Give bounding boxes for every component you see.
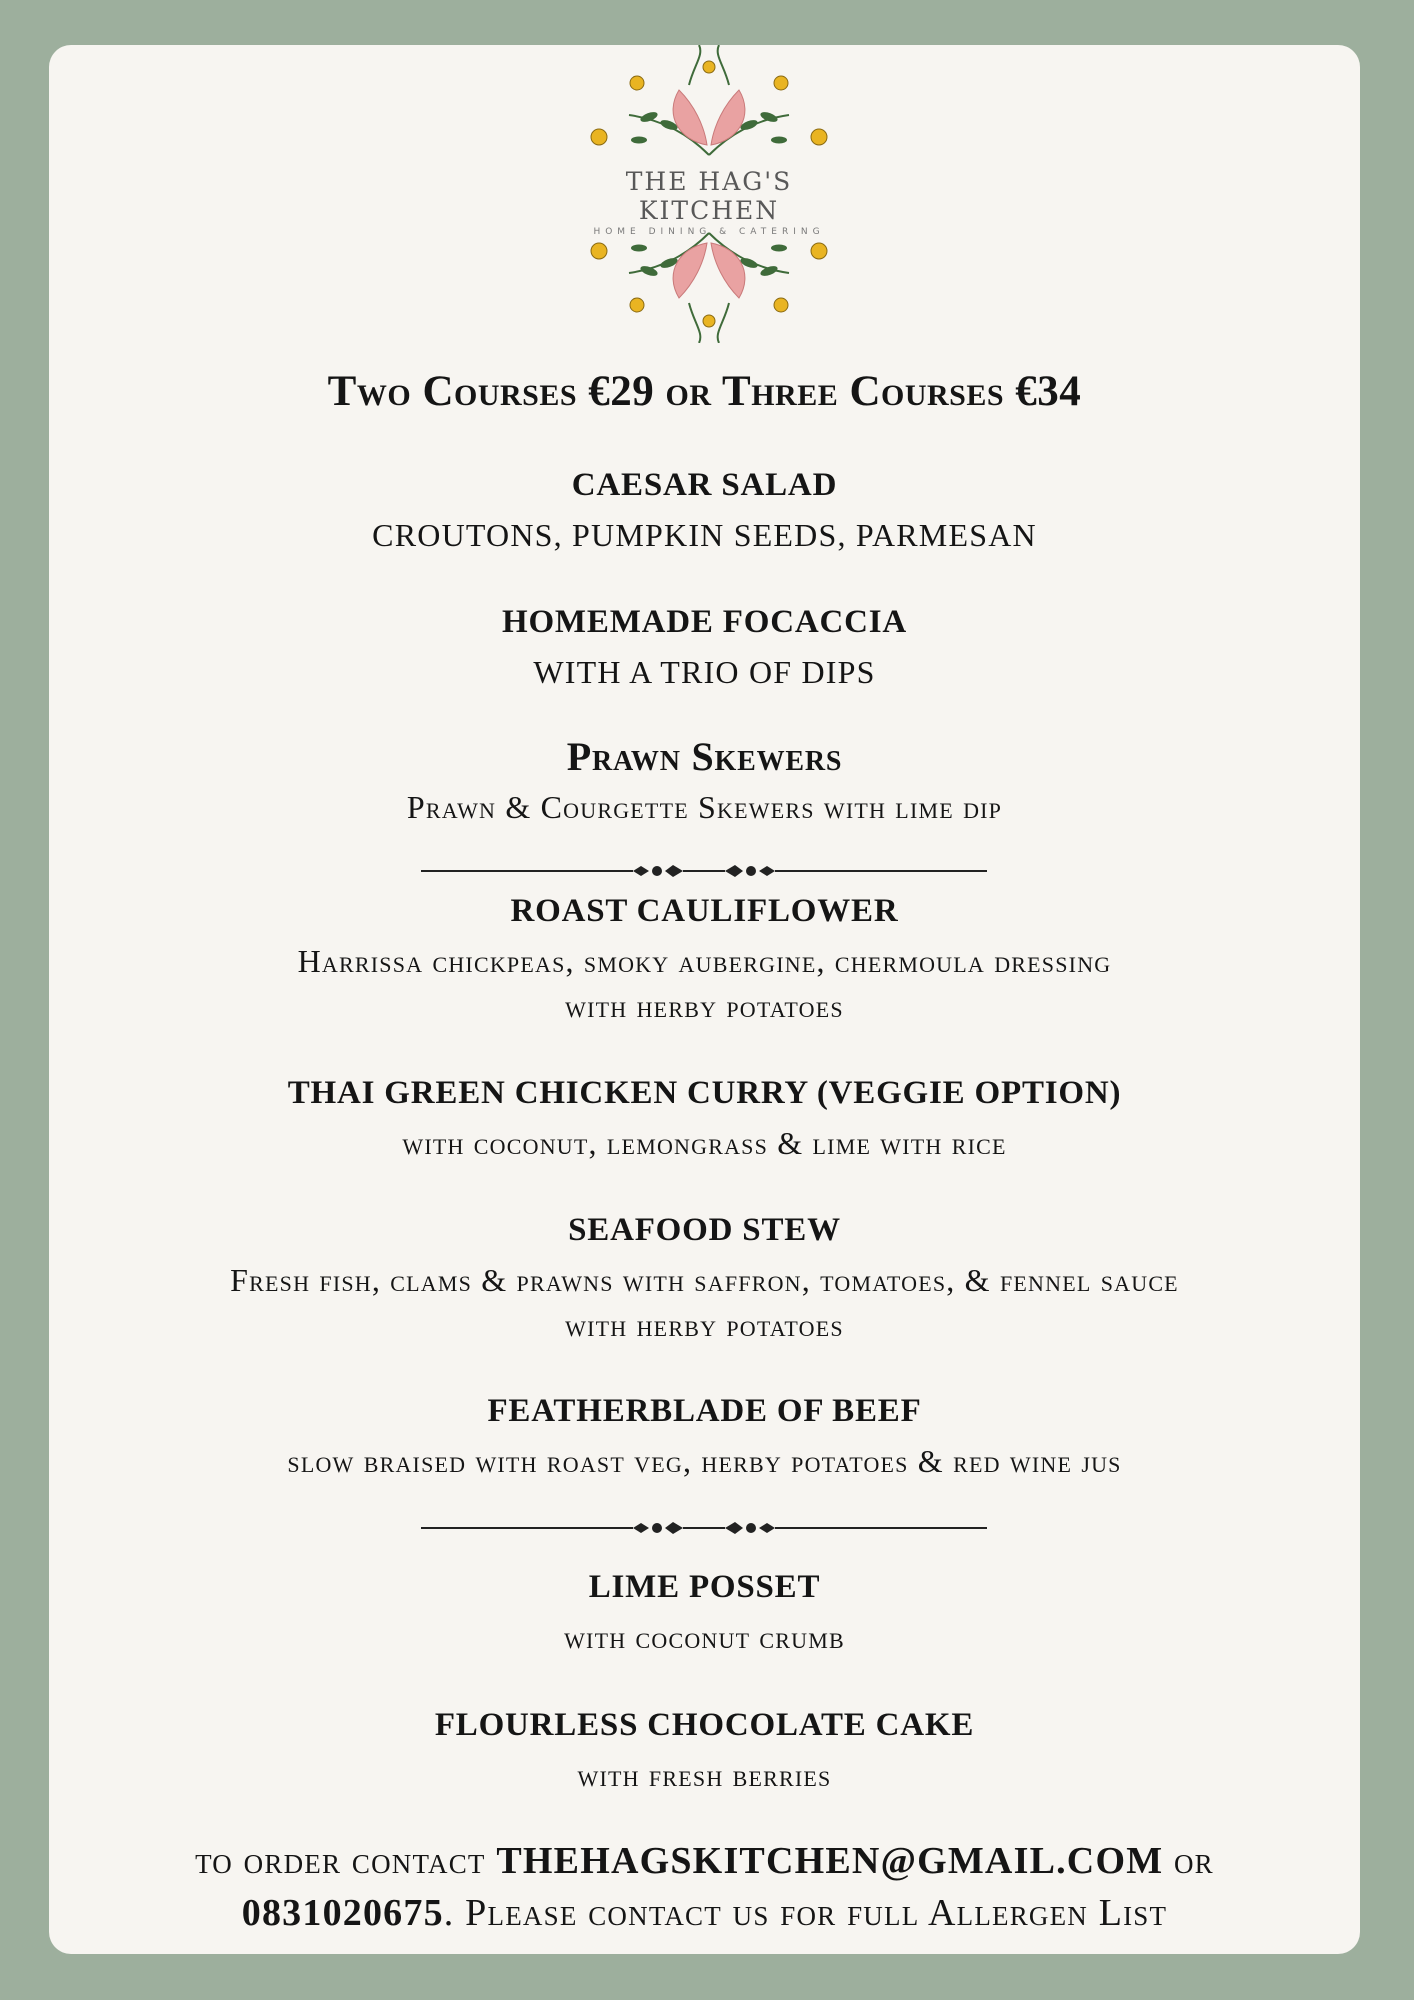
menu-item — [49, 734, 1360, 830]
contact-or: or — [1173, 1840, 1214, 1882]
contact-line-2 — [49, 1887, 1360, 1939]
dish-description — [49, 939, 1360, 1029]
contact-footer — [49, 1835, 1360, 1939]
dish-description: with coconut crumb — [564, 1619, 845, 1655]
dish-name: LIME POSSET — [588, 1569, 821, 1605]
dish-description: slow braised with roast veg, herby potatoes & red wine jus — [287, 1443, 1122, 1479]
menu-item — [49, 602, 1360, 695]
dish-description-line: Harrissa chickpeas, smoky aubergine, chermoula dressing — [297, 943, 1112, 979]
dish-name: ROAST CAULIFLOWER — [510, 893, 899, 929]
dish-name: Prawn Skewers — [566, 734, 843, 779]
floral-ornament-bottom-icon — [569, 223, 849, 343]
dish-description: WITH A TRIO OF DIPS — [533, 654, 876, 690]
allergen-note: . Please contact us for full Allergen List — [443, 1892, 1168, 1934]
ornamental-divider-icon — [421, 1516, 987, 1540]
contact-prefix: to order contact — [195, 1840, 486, 1882]
dish-description: with fresh berries — [577, 1757, 832, 1793]
menu-item — [49, 1210, 1360, 1348]
dish-description-line: with herby potatoes — [565, 1307, 844, 1343]
brand-name: THE HAG'S KITCHEN — [625, 167, 793, 225]
dish-name: SEAFOOD STEW — [568, 1212, 841, 1248]
floral-ornament-top-icon — [569, 45, 849, 165]
contact-line-1 — [49, 1835, 1360, 1887]
menu-item — [49, 1705, 1360, 1798]
dish-name: FEATHERBLADE OF BEEF — [487, 1393, 922, 1429]
dish-name: FLOURLESS CHOCOLATE CAKE — [434, 1707, 975, 1743]
brand-tagline: HOME DINING & CATERING — [593, 227, 825, 237]
dish-name: THAI GREEN CHICKEN CURRY (VEGGIE OPTION) — [287, 1075, 1122, 1111]
dish-description-line: Fresh fish, clams & prawns with saffron, tomatoes, & fennel sauce — [230, 1262, 1179, 1298]
dish-name: HOMEMADE FOCACCIA — [502, 604, 907, 640]
contact-phone: 0831020675 — [241, 1892, 444, 1934]
menu-item — [49, 891, 1360, 1029]
dish-description: with coconut, lemongrass & lime with rice — [402, 1125, 1007, 1161]
logo — [569, 45, 849, 345]
dish-description: Prawn & Courgette Skewers with lime dip — [406, 789, 1003, 825]
dish-name: CAESAR SALAD — [571, 467, 838, 503]
menu-item — [49, 1073, 1360, 1166]
contact-email: THEHAGSKITCHEN@GMAIL.COM — [496, 1840, 1164, 1882]
dish-description — [49, 1258, 1360, 1348]
pricing-heading: Two Courses €29 or Three Courses €34 — [327, 368, 1082, 415]
ornamental-divider-icon — [421, 859, 987, 883]
dish-description: CROUTONS, PUMPKIN SEEDS, PARMESAN — [372, 517, 1037, 553]
menu-item — [49, 1567, 1360, 1660]
menu-item — [49, 465, 1360, 558]
dish-description-line: with herby potatoes — [565, 988, 844, 1024]
menu-card — [49, 45, 1360, 1954]
menu-item — [49, 1391, 1360, 1484]
